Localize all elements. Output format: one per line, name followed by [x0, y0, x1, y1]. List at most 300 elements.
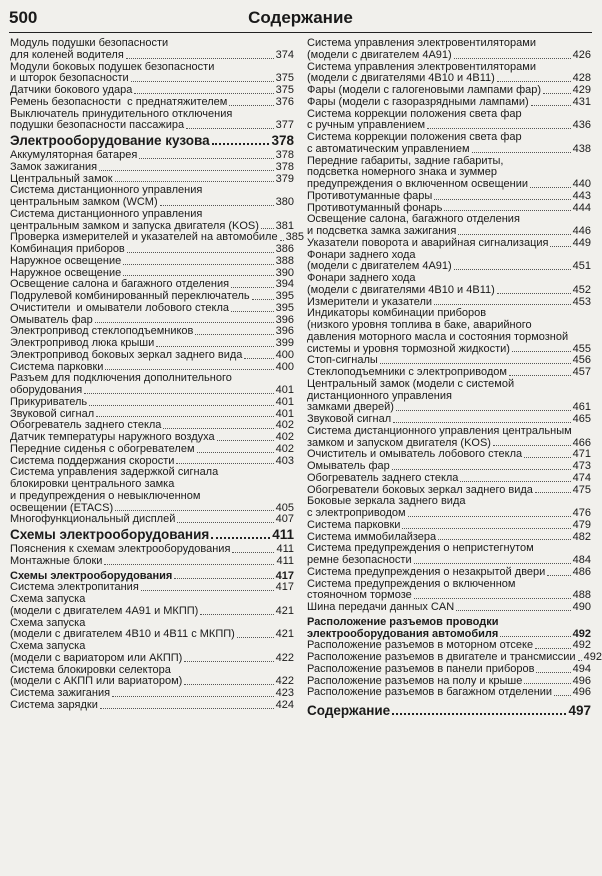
dot-leader [176, 463, 273, 464]
dot-leader [156, 346, 273, 347]
dot-leader [200, 614, 273, 615]
dot-leader [396, 410, 571, 411]
toc-page-number: 492 [572, 627, 591, 640]
dot-leader [472, 152, 571, 153]
toc-entry [10, 303, 294, 315]
dot-leader [186, 128, 274, 129]
dot-leader [244, 358, 273, 359]
toc-entry-title: ремне безопасности [307, 554, 412, 566]
toc-entry-title: Очиститель и омыватель лобового стекла [307, 448, 523, 461]
toc-entry [10, 444, 294, 456]
dot-leader [112, 696, 274, 697]
toc-page-number: 417 [275, 569, 294, 582]
toc-page-number: 400 [275, 360, 294, 373]
dot-leader [115, 181, 274, 182]
toc-entry-title: Центральный замок [10, 172, 113, 185]
toc-page-number: 411 [272, 527, 294, 542]
toc-page-number: 436 [572, 119, 591, 132]
dot-leader [174, 578, 273, 579]
toc-entry [307, 602, 591, 614]
toc-entry [307, 367, 591, 379]
dot-leader [104, 564, 274, 565]
toc-entry [10, 197, 294, 209]
toc-entry-title: Выключатель принудительного отключения [10, 107, 233, 120]
toc-entry-title: Система управления электровентиляторами [307, 37, 536, 49]
toc-entry-title: Передние габариты, задние габариты, [307, 154, 504, 167]
running-title: Содержание [248, 8, 353, 27]
toc-entry-title: Система коррекции положения света фар [307, 131, 522, 143]
dot-leader [392, 713, 566, 715]
toc-page-number: 379 [275, 172, 294, 185]
toc-entry [10, 291, 294, 303]
dot-leader [231, 311, 274, 312]
toc-entry-title: и шторок безопасности [10, 72, 129, 85]
toc-entry [10, 162, 294, 174]
toc-page-number: 473 [572, 460, 591, 472]
toc-entry-title: Система управления электровентиляторами [307, 60, 536, 73]
toc-entry [307, 132, 591, 144]
dot-leader [89, 405, 273, 406]
toc-entry [10, 338, 294, 350]
toc-page-number: 438 [572, 142, 591, 155]
dot-leader [131, 81, 274, 82]
toc-entry-title: Обогреватель заднего стекла [10, 419, 162, 432]
dot-leader [127, 252, 274, 253]
toc-entry-title: Прикуриватель [10, 395, 88, 408]
toc-page-number: 453 [572, 295, 591, 308]
toc-entry-title: Система дистанционного управления [10, 184, 203, 197]
toc-entry-title: предупреждения о включенном освещении [307, 178, 529, 190]
toc-entry-title: Обогреватель заднего стекла [307, 471, 459, 484]
toc-entry-title: оборудования [10, 384, 83, 396]
toc-page-number: 451 [572, 260, 591, 273]
toc-entry-title: Система блокировки селектора [10, 663, 171, 676]
dot-leader [536, 672, 570, 673]
toc-entry [307, 85, 591, 97]
toc-entry-title: Комбинация приборов [10, 243, 125, 255]
toc-entry [10, 150, 294, 162]
dot-leader [211, 537, 270, 539]
toc-entry-title: Омыватель фар [10, 313, 93, 326]
dot-leader [414, 563, 571, 564]
dot-leader [392, 469, 571, 470]
toc-entry-title: Центральный замок (модели с системой [307, 377, 515, 390]
toc-entry-title: Передние сиденья с обогревателем [10, 442, 195, 455]
page-number: 500 [9, 8, 38, 27]
toc-page-number: 488 [572, 589, 591, 602]
toc-entry [307, 320, 591, 332]
toc-page-number: 429 [572, 84, 591, 96]
toc-page-number: 380 [275, 196, 294, 208]
dot-leader [414, 598, 571, 599]
toc-entry-title: (модели с двигателем 4A91) [307, 260, 452, 273]
toc-entry-title: Расположение разъемов проводки [307, 615, 499, 628]
toc-entry [307, 379, 591, 391]
toc-entry-title: с электроприводом [307, 507, 406, 519]
dot-leader [252, 299, 274, 300]
toc-page-number: 456 [572, 354, 591, 367]
toc-entry [10, 700, 294, 712]
toc-page-number: 486 [572, 565, 591, 578]
toc-page-number: 396 [275, 325, 294, 338]
toc-entry-title: (модели с двигателем 4A91) [307, 48, 452, 61]
toc-entry [307, 191, 591, 203]
toc-page-number: 455 [572, 342, 591, 355]
toc-page-number: 378 [271, 133, 294, 148]
toc-entry-title: Фонари заднего хода [307, 248, 416, 261]
toc-entry-title: для коленей водителя [10, 48, 124, 61]
toc-entry-title: Система предупреждения о незакрытой двери [307, 565, 546, 578]
toc-entry-title: Противотуманный фонарь [307, 201, 443, 214]
toc-section-heading [307, 702, 591, 720]
toc-entry-title: Измерители и указатели [307, 295, 433, 308]
toc-entry-title: Датчики бокового удара [10, 84, 133, 96]
toc-entry-title: (модели с двигателем 4B10 и 4B11 с МКПП) [10, 628, 235, 641]
toc-page-number: 394 [275, 278, 294, 291]
toc-page-number: 479 [572, 518, 591, 531]
toc-page-number: 461 [572, 401, 591, 414]
toc-page-number: 421 [275, 628, 294, 641]
dot-leader [163, 428, 273, 429]
toc-page-number: 475 [572, 483, 591, 496]
toc-entry-title: Звуковой сигнал [10, 407, 95, 420]
dot-leader [212, 143, 270, 145]
dot-leader [460, 481, 570, 482]
toc-page-number: 401 [275, 395, 294, 408]
toc-entry-title: Шина передачи данных CAN [307, 601, 455, 613]
dot-leader [100, 708, 274, 709]
toc-page-number: 376 [275, 95, 294, 108]
toc-page-number: 396 [275, 313, 294, 326]
toc-page-number: 496 [572, 674, 591, 687]
toc-page-number: 422 [275, 651, 294, 664]
toc-page-number: 465 [572, 413, 591, 425]
toc-entry-title: (модели с двигателями 4B10 и 4B11) [307, 283, 495, 296]
dot-leader [95, 322, 274, 323]
toc-entry-title: Электропривод люка крыши [10, 337, 155, 349]
dot-leader [512, 351, 571, 352]
toc-entry [10, 479, 294, 491]
toc-entry-title: давления моторного масла и состояния тормозной [307, 330, 569, 343]
toc-entry-title: электрооборудования автомобиля [307, 627, 499, 640]
toc-entry [10, 688, 294, 700]
toc-entry [10, 85, 294, 97]
toc-page-number: 402 [275, 431, 294, 443]
dot-leader [408, 516, 571, 517]
toc-entry [307, 332, 591, 344]
toc-page-number: 494 [572, 662, 591, 675]
toc-entry-title: Наружное освещение [10, 254, 122, 267]
toc-entry-title: Схема запуска [10, 593, 86, 605]
toc-entry-title: блокировки центрального замка [10, 478, 175, 490]
toc-entry [307, 238, 591, 250]
toc-entry-title: подсветка номерного знака и зуммер [307, 166, 497, 179]
toc-page-number: 386 [275, 243, 294, 255]
toc-entry [307, 273, 591, 285]
toc-page-number: 492 [572, 639, 591, 652]
dot-leader [229, 105, 273, 106]
toc-entry-title: Схемы электрооборудования [10, 527, 210, 542]
dot-leader [105, 369, 273, 370]
toc-entry-title: Электрооборудование кузова [10, 133, 210, 148]
dot-leader [134, 93, 273, 94]
dot-leader [280, 240, 284, 241]
toc-page-number: 431 [572, 95, 591, 108]
toc-page-number: 378 [275, 160, 294, 173]
toc-entry-title: Расположение разъемов в моторном отсеке [307, 639, 534, 652]
toc-page-number: 403 [275, 454, 294, 467]
dot-leader [550, 246, 570, 247]
dot-leader [160, 205, 274, 206]
toc-page-number: 402 [275, 419, 294, 432]
toc-entry-title: (низкого уровня топлива в баке, аварийного [307, 319, 532, 331]
toc-entry-title: центральным замком (WCM) [10, 196, 158, 208]
toc-entry-title: Фары (модели с галогеновыми лампами фар) [307, 84, 542, 96]
dot-leader [497, 81, 571, 82]
toc-entry-title: Электропривод стеклоподъемников [10, 325, 194, 338]
toc-page-number: 374 [275, 48, 294, 61]
toc-page-number: 407 [275, 513, 294, 526]
toc-entry-title: Многофункциональный дисплей [10, 513, 176, 526]
toc-page-number: 388 [275, 254, 294, 267]
toc-entry-title: Очистители и омыватели лобового стекла [10, 301, 229, 314]
toc-entry-title: Система дистанционного управления центральным [307, 424, 572, 437]
toc-entry [307, 144, 591, 156]
toc-entry-title: Система парковки [10, 360, 104, 373]
toc-entry [307, 651, 602, 664]
dot-leader [177, 522, 273, 523]
toc-entry-title: замком и запуском двигателя (KOS) [307, 436, 491, 449]
toc-page-number: 417 [275, 581, 294, 594]
toc-entry [307, 473, 591, 485]
toc-entry [10, 544, 294, 556]
toc-entry-title: Датчик температуры наружного воздуха [10, 431, 215, 443]
dot-leader [393, 422, 571, 423]
dot-leader [454, 269, 571, 270]
toc-page-number: 423 [275, 687, 294, 699]
toc-entry [307, 179, 591, 191]
toc-entry-title: (модели с двигателями 4B10 и 4B11) [307, 72, 495, 85]
toc-entry-title: Расположение разъемов на полу и крыше [307, 674, 523, 687]
toc-page-number: 426 [572, 48, 591, 61]
toc-entry-title: (модели с АКПП или вариатором) [10, 675, 183, 688]
dot-leader [427, 128, 571, 129]
toc-entry-title: с автоматическим управлением [307, 142, 470, 155]
dot-leader [578, 660, 582, 661]
dot-leader [456, 610, 570, 611]
dot-leader [530, 187, 571, 188]
toc-entry [307, 414, 591, 426]
toc-section-heading [10, 526, 294, 544]
dot-leader [184, 684, 273, 685]
toc-entry-title: Обогреватели боковых зеркал заднего вида [307, 483, 533, 496]
toc-page-number: 377 [275, 119, 294, 132]
toc-entry [307, 285, 591, 297]
toc-entry [10, 38, 294, 50]
toc-page-number: 378 [275, 149, 294, 161]
toc-entry-title: Система зажигания [10, 687, 111, 699]
toc-entry [10, 244, 294, 256]
dot-leader [261, 228, 274, 229]
toc-entry-title: Монтажные блоки [10, 554, 103, 567]
toc-entry-title: дистанционного управления [307, 389, 452, 402]
dot-leader [139, 158, 273, 159]
toc-column-right [307, 37, 602, 720]
toc-entry-title: Наружное освещение [10, 266, 122, 279]
toc-entry-title: стояночном тормозе [307, 589, 412, 602]
toc-entry-title: центральным замком и запуска двигателя (KOS) [10, 219, 259, 232]
toc-entry-title: Расположение разъемов в багажном отделении [307, 686, 553, 699]
toc-entry [10, 120, 294, 132]
dot-leader [500, 636, 570, 637]
toc-page-number: 375 [275, 84, 294, 96]
toc-entry [307, 664, 591, 676]
toc-entry [307, 461, 591, 473]
toc-entry-title: (модели с вариатором или АКПП) [10, 651, 183, 664]
toc-page-number: 444 [572, 201, 591, 214]
toc-entry-title: Ремень безопасности с преднатяжителем [10, 95, 228, 108]
toc-entry [10, 50, 294, 62]
toc-page-number: 401 [275, 384, 294, 396]
dot-leader [232, 552, 274, 553]
dot-leader [237, 637, 274, 638]
toc-entry-title: Система предупреждения о непристегнутом [307, 542, 534, 555]
toc-page-number: 422 [275, 675, 294, 688]
toc-entry [10, 594, 294, 606]
toc-entry-title: Указатели поворота и аварийная сигнализация [307, 236, 549, 249]
toc-entry-title: Пояснения к схемам электрооборудования [10, 543, 231, 555]
toc-entry [307, 520, 591, 532]
toc-entry-title: Электропривод боковых зеркал заднего вида [10, 348, 243, 361]
dot-leader [84, 393, 273, 394]
toc-entry [307, 50, 591, 62]
toc-entry-title: Система электропитания [10, 581, 139, 594]
toc-entry-title: Омыватель фар [307, 460, 390, 472]
toc-entry-title: подушки безопасности пассажира [10, 119, 185, 132]
toc-entry [10, 97, 294, 109]
toc-section-heading [10, 132, 294, 150]
dot-leader [123, 275, 273, 276]
toc-entry-title: Система управления задержкой сигнала [10, 466, 219, 479]
toc-column-left [10, 37, 304, 712]
toc-entry-title: Стеклоподъемники с электроприводом [307, 366, 507, 378]
dot-leader [434, 199, 570, 200]
dot-leader [402, 528, 570, 529]
toc-entry-title: Схемы электрооборудования [10, 569, 173, 582]
dot-leader [509, 375, 571, 376]
toc-entry-title: Система поддержания скорости [10, 454, 175, 467]
dot-leader [493, 445, 571, 446]
toc-page-number: 466 [572, 436, 591, 449]
dot-leader [434, 304, 571, 305]
toc-page-number: 411 [276, 543, 294, 555]
dot-leader [444, 210, 570, 211]
dot-leader [99, 170, 274, 171]
toc-entry [10, 397, 294, 409]
toc-entry [10, 385, 294, 397]
toc-page-number: 395 [275, 290, 294, 302]
toc-page-number: 400 [275, 348, 294, 361]
toc-entry-title: освещении (ETACS) [10, 501, 114, 514]
toc-entry [307, 426, 591, 438]
toc-page-number: 449 [572, 236, 591, 249]
toc-entry-title: Звуковой сигнал [307, 413, 392, 425]
toc-page-number: 440 [572, 178, 591, 190]
toc-entry [10, 209, 294, 221]
toc-entry [10, 514, 294, 526]
dot-leader [126, 58, 274, 59]
toc-entry-title: Расположение разъемов в панели приборов [307, 662, 535, 675]
toc-entry [307, 687, 591, 699]
page-header [9, 8, 592, 33]
toc-entry [10, 256, 294, 268]
toc-entry-title: Содержание [307, 703, 391, 718]
toc-entry-title: Модули боковых подушек безопасности [10, 60, 215, 73]
toc-entry-title: Стоп-сигналы [307, 354, 378, 367]
toc-entry-title: Боковые зеркала заднего вида [307, 495, 466, 508]
toc-entry-title: Система дистанционного управления [10, 207, 203, 220]
dot-leader [217, 440, 274, 441]
toc-entry-title: Система парковки [307, 518, 401, 531]
toc-entry [307, 555, 591, 567]
toc-page-number: 395 [275, 301, 294, 314]
dot-leader [535, 492, 571, 493]
toc-entry [307, 38, 591, 50]
toc-entry [10, 653, 294, 665]
toc-entry [307, 97, 591, 109]
toc-page-number: 375 [275, 72, 294, 85]
toc-entry-title: и предупреждения о невыключенном [10, 489, 201, 502]
toc-page-number: 457 [572, 366, 591, 378]
toc-entry-title: системы и уровня тормозной жидкости) [307, 342, 510, 355]
toc-entry-title: Освещение салона и багажного отделения [10, 278, 230, 291]
toc-page-number: 401 [275, 407, 294, 420]
toc-entry-title: Фары (модели с газоразрядными лампами) [307, 95, 529, 108]
dot-leader [454, 58, 571, 59]
toc-page-number: 411 [276, 554, 294, 567]
toc-entry [10, 556, 294, 568]
dot-leader [543, 93, 571, 94]
dot-leader [531, 105, 571, 106]
toc-entry-title: Освещение салона, багажного отделения [307, 213, 520, 226]
toc-page-number: 390 [275, 266, 294, 279]
dot-leader [524, 457, 571, 458]
toc-entry-title: Схема запуска [10, 616, 86, 629]
dot-leader [438, 539, 570, 540]
toc-page-number: 385 [285, 231, 304, 244]
dot-leader [524, 683, 570, 684]
toc-entry-title: Модуль подушки безопасности [10, 37, 169, 49]
toc-page-number: 482 [572, 530, 591, 543]
toc-entry-title: Разъем для подключения дополнительного [10, 372, 232, 385]
toc-page-number: 402 [275, 442, 294, 455]
toc-entry-title: Противотуманные фары [307, 189, 433, 202]
toc-page-number: 405 [275, 501, 294, 514]
toc-entry [10, 606, 294, 618]
dot-leader [231, 287, 274, 288]
dot-leader [141, 590, 274, 591]
toc-page-number: 428 [572, 72, 591, 85]
dot-leader [554, 695, 571, 696]
toc-page-number: 474 [572, 471, 591, 484]
toc-page-number: 476 [572, 507, 591, 519]
toc-page-number: 446 [572, 225, 591, 237]
toc-entry-title: и подсветка замка зажигания [307, 225, 457, 237]
dot-leader [497, 293, 571, 294]
toc-entry-title: Система иммобилайзера [307, 530, 437, 543]
toc-subsection-heading [307, 617, 591, 629]
dot-leader [123, 264, 273, 265]
